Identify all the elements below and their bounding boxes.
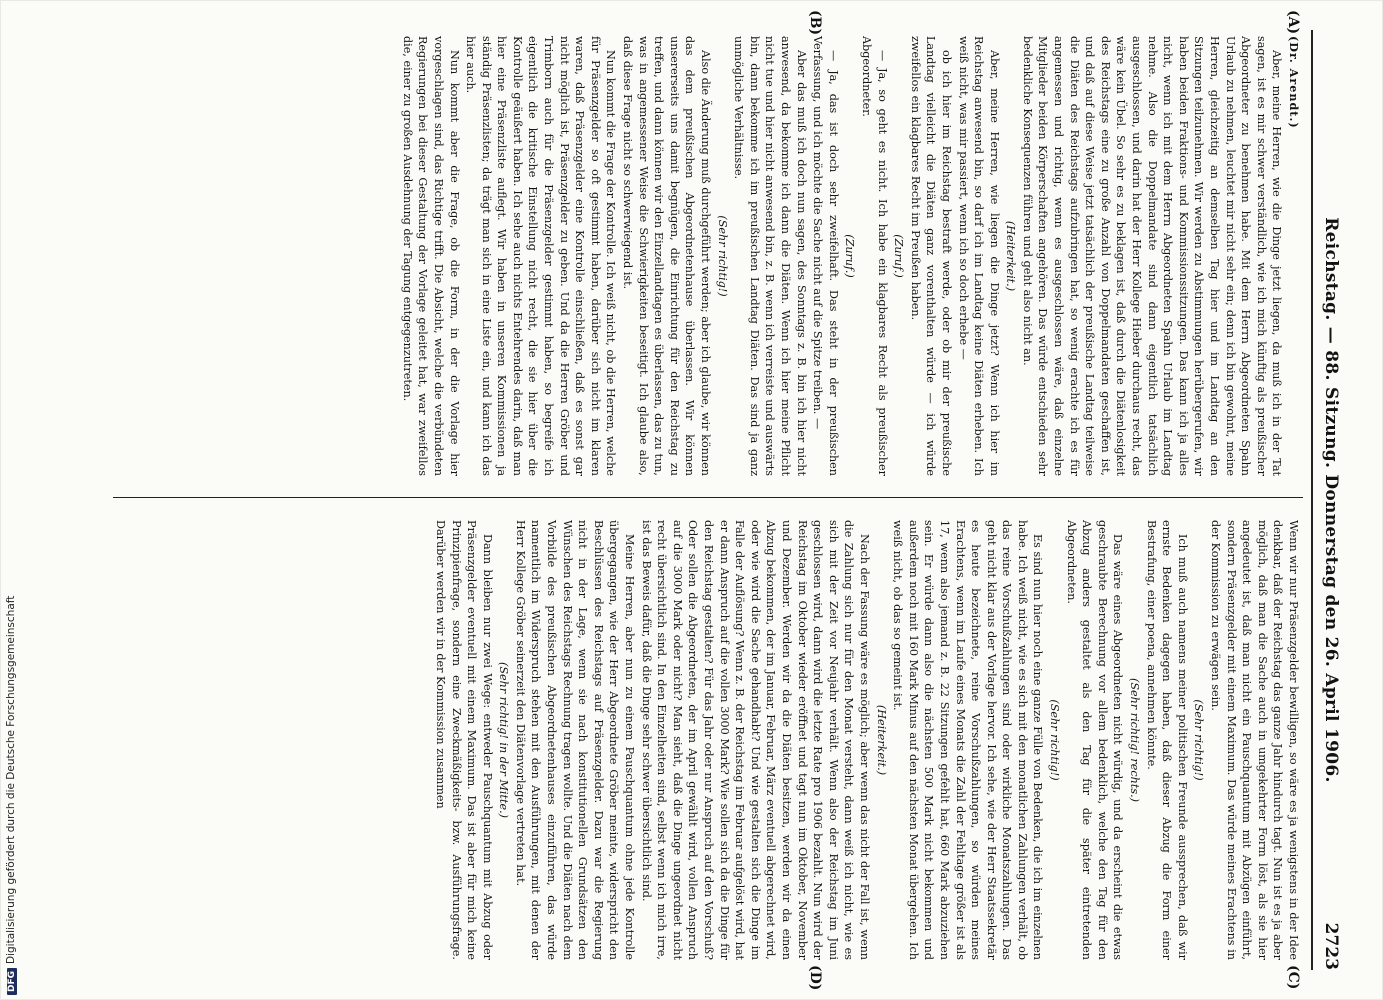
session-title: Reichstag. — 88. Sitzung. Donnerstag den 26. April 1906.	[1321, 217, 1341, 783]
paragraph: Meine Herren, aber nun zu einem Pauschquantum ohne jede Kontrolle übergegangen, wie der Herr Abgeordnete Gröber meinte, widerspricht den Beschlüssen des Reichstags auf Präsenzgelder. Dazu war die Regierung nicht in der Lage, wenn sie nach konstitutionellen Grundsätzen den Wünschen des Reichstags Rechnung tragen wollte. Und die Diäten nach dem Vorbilde des preußischen Abgeordnetenhauses einzuführen, das würde namentlich im Widerspruch stehen mit den Ausführungen, mit denen der Herr Kollege Gröber seinerzeit den Diätenvorlage vertreten hat.	[513, 520, 637, 960]
interjection: (Sehr richtig!)	[1048, 699, 1062, 781]
paragraph: Nun kommt aber die Frage, ob die Form, in der die Vorlage hier vorgeschlagen sind, das Richtige trifft. Die Absicht, welche die verbündeten Regierungen bei dieser Gestaltung der Vorlage geleitet hat, war zweifellos die, einer zu großen Ausdehnung der Tagung entgegenzutreten.	[400, 36, 461, 476]
paragraph: — Ja, das ist doch sehr zweifelhaft. Das steht in der preußischen Verfassung, und ich möchte die Sache nicht auf die Spitze treiben. —	[811, 36, 840, 476]
paragraph: ob ich hier im Reichstag bestraft werde, oder ob mir der preußische Landtag vielleicht die Diäten ganz vorenthalten würde — ich würde zweifellos ein klagbares Recht im Preußen haben.	[908, 36, 953, 476]
margin-letter-b: (B)	[807, 10, 823, 36]
paragraph: Aber das muß ich doch nun sagen, des Sonntags z. B. bin ich hier nicht anwesend, da bekomme ich dann die Diäten. Wenn ich hier meine Pflicht nicht tue und hier nicht anwesend bin, z. B. wenn ich verreiste und auswärts bin, dann bekomme ich im preußischen Landtag Diäten. Das sind ja ganz unmögliche Verhältnisse.	[732, 36, 808, 476]
paragraph: Ich muß auch namens meiner politischen Freunde aussprechen, daß wir ernste Bedenken dagegen haben, daß dieser Abzug die Form einer Bestrafung, einer poena, annehmen könnte.	[1144, 520, 1189, 960]
right-column	[431, 520, 1301, 960]
digitization-credit	[5, 5, 19, 995]
interjection: (Zuruf.)	[843, 234, 857, 278]
page-number: 2723	[1321, 922, 1341, 970]
paragraph: Es sind nun hier noch eine ganze Fülle von Bedenken, die ich im einzelnen habe. Ich weiß nicht, wie es sich mit den monatlichen Zahlungen verhält, ob das reine Vorschußzahlungen sind oder wirkliche Monatszahlungen. Das geht nicht klar aus der Vorlage hervor. Ich sehe, wie der Herr Staatssekretär es heute bezeichnete, reine Vorschußzahlungen, so würden meines Erachtens, wenn im Laufe eines Monats die Zahl der Fehltage größer ist als 17, wenn also jemand z. B. 22 Sitzungen gefehlt hat, 660 Mark abzuziehen sein. Er würde dann also die nächsten 500 Mark nicht bekommen und außerdem noch mit 160 Mark Minus auf den nächsten Monat übergehen. Ich weiß nicht, ob das so gemeint ist.	[891, 520, 1045, 960]
interjection: (Sehr richtig! rechts.)	[1128, 677, 1142, 803]
margin-letter-c: (C)	[1285, 965, 1301, 990]
column-divider	[113, 497, 1303, 498]
paragraph: Aber, meine Herren, wie die Dinge jetzt liegen, da muß ich in der Tat sagen, ist es mir schwer verständlich, wie ich mich künftig als preußischer Abgeordneter zu benehmen habe. Mit dem Herrn Abgeordneten Spahn Urlaub zu nehmen, leuchtet mir nicht sehr ein; denn ich bin gewohnt, meine Herren, gleichzeitig an demselben Tag hier und im Landtag an den Sitzungen teilzunehmen. Wir werden zu Abstimmungen herübergerufen, wir haben beiden Fraktions- und Kommissionssitzungen. Das kann ich ja alles nicht, wenn ich mit dem Herrn Abgeordneten Spahn Urlaub im Landtag nehme. Also die Doppelmandate sind dann eigentlich tatsächlich ausgeschlossen, und darin hat der Herr Kollege Hieber durchaus recht, das wäre kein Übel. So sehr es zu beklagen ist, daß durch die Diätenlosigkeit des Reichstags eine zu große Anzahl von Doppelmandaten geschaffen ist, und daß auf diese Weise jetzt tatsächlich der preußische Landtag teilweise die Diäten des Reichstags aufzubringen hat, so wenig erachte ich es für angemessen und richtig, wenn es ausgeschlossen wäre, daß einzelne Mitglieder beiden Körperschaften angehören. Das würde entschieden sehr bedenkliche Konsequenzen führen und geht also nicht an.	[1020, 36, 1284, 476]
interjection: (Zuruf.)	[892, 234, 906, 278]
interjection: (Sehr richtig!)	[715, 215, 729, 297]
page-header	[1311, 30, 1343, 970]
interjection: (Heiterkeit.)	[1004, 220, 1018, 292]
interjection: (Heiterkeit.)	[874, 704, 888, 776]
dfg-logo: DFG	[7, 968, 17, 995]
paragraph: Das wäre eines Abgeordneten nicht würdig, und da erscheint die etwas geschraubte Berechnung vor allem bedenklich, welche den Tag für den Abzug anders gestaltet als den Tag für die später eintretenden Abgeordneten.	[1064, 520, 1125, 960]
speaker-label: (Dr. Arendt.)	[1287, 36, 1301, 129]
margin-letter-a: (A)	[1285, 10, 1301, 35]
paragraph: Dann bleiben nur zwei Wege: entweder Pauschquantum mit Abzug oder Präsenzgelder eventuell mit einem Maximum. Das ist aber für mich keine Prinzipienfrage, sondern eine Zweckmäßigkeits- bzw. Ausführungsfrage. Darüber werden wir in der Kommission zusammen	[433, 520, 494, 960]
margin-letter-d: (D)	[807, 965, 823, 991]
left-column	[398, 36, 1301, 476]
paragraph: — Ja, so geht es nicht. Ich habe ein klagbares Recht als preußischer Abgeordneter.	[859, 36, 889, 476]
paragraph: Aber, meine Herren, wie liegen die Dinge jetzt? Wenn ich hier im Reichstag anwesend bin, so darf ich im Landtag keine Diäten erheben. Ich weiß nicht, was mir passiert, wenn ich so doch erhebe —	[956, 36, 1001, 476]
paragraph: Also die Änderung muß durchgeführt werden; aber ich glaube, wir können das dem preußischen Abgeordnetenhause überlassen. Wir können unsererseits uns damit begnügen, die Einrichtung für den Reichstag zu treffen, und dann können wir den Einzellandtagen es überlassen, das zu tun, was in angemessener Weise die Schwierigkeiten beseitigt. Ich glaube also, daß diese Frage nicht so schwerwiegend ist.	[621, 36, 713, 476]
paragraph: Nach der Fassung wäre es möglich; aber wenn das nicht der Fall ist, wenn die Zahlung sich nur für den Monat versteht, dann weiß ich nicht, wie es sich mit der Zeit vor Neujahr verhält. Wenn also der Reichstag im Juni geschlossen wird, dann wird die letzte Rate pro 1906 bezahlt. Nun wird der Reichstag im Oktober wieder eröffnet und tagt nun im Oktober, November und Dezember. Werden wir da die Diäten besitzen, werden wir da einen Abzug bekommen, der im Januar, Februar, März eventuell abgerechnet wird, oder wie wird die Sache gehandhabt? Und wie gestalten sich die Dinge im Falle der Auflösung? Wenn z. B. der Reichstag im Februar aufgelöst wird, hat er dann Anspruch auf die vollen 3000 Mark? Wie sollen sich da die Dinge für den Reichstag gestalten? Für das Jahr oder nur Anspruch auf den Vorschuß? Oder sollen die Abgeordneten, der im April gewählt wird, vollen Anspruch auf die 3000 Mark oder nicht? Man sieht, daß die Dinge ungeordnet nicht recht übersichtlich sind. In den Einzelheiten sind, selbst wenn ich mich irre, ist das Beweis dafür, daß die Dinge sehr schwer übersichtlich sind.	[639, 520, 871, 960]
credit-text: Digitalisierung gefördert durch die Deutsche Forschungsgemeinschaft	[5, 595, 17, 964]
paragraph: Nun kommt die Frage der Kontrolle. Ich weiß nicht, ob die Herren, welche für Präsenzgelder so oft gestimmt haben, darüber sich nicht im klaren waren, daß Präsenzgelder eine Kontrolle einschließen, daß es sonst gar nicht möglich ist, Präsenzgelder zu geben. Und da die Herren Gröber und Trimborn auch für die Präsenzgelder gestimmt haben, so begreife ich eigentlich die kritische Einstellung nicht recht, die sie hier über die Kontrolle geäußert haben. Ich sehe auch nichts Entehrendes darin, daß man hier eine Präsenzliste auflegt. Wir haben in unseren Kommissionen ja ständig Präsenzlisten; da trägt man sich in eine Liste ein, und kann ich das hier auch.	[464, 36, 618, 476]
interjection: (Sehr richtig!)	[1192, 699, 1206, 781]
interjection: (Sehr richtig! in der Mitte.)	[497, 661, 511, 819]
paragraph: Wenn wir nur Präsenzgelder bewilligen, so wäre es ja wenigstens in der Idee denkbar, daß der Reichstag das ganze Jahr hindurch tagt. Nun ist es ja aber möglich, daß man die Sache auch in umgekehrter Form löst, als sie hier angedeutet ist, daß man nicht ein Pauschquantum mit Abzügen einführt, sondern Präsenzgelder mit einem Maximum. Das würde meines Erachtens in der Kommission zu erwägen sein.	[1209, 520, 1300, 960]
